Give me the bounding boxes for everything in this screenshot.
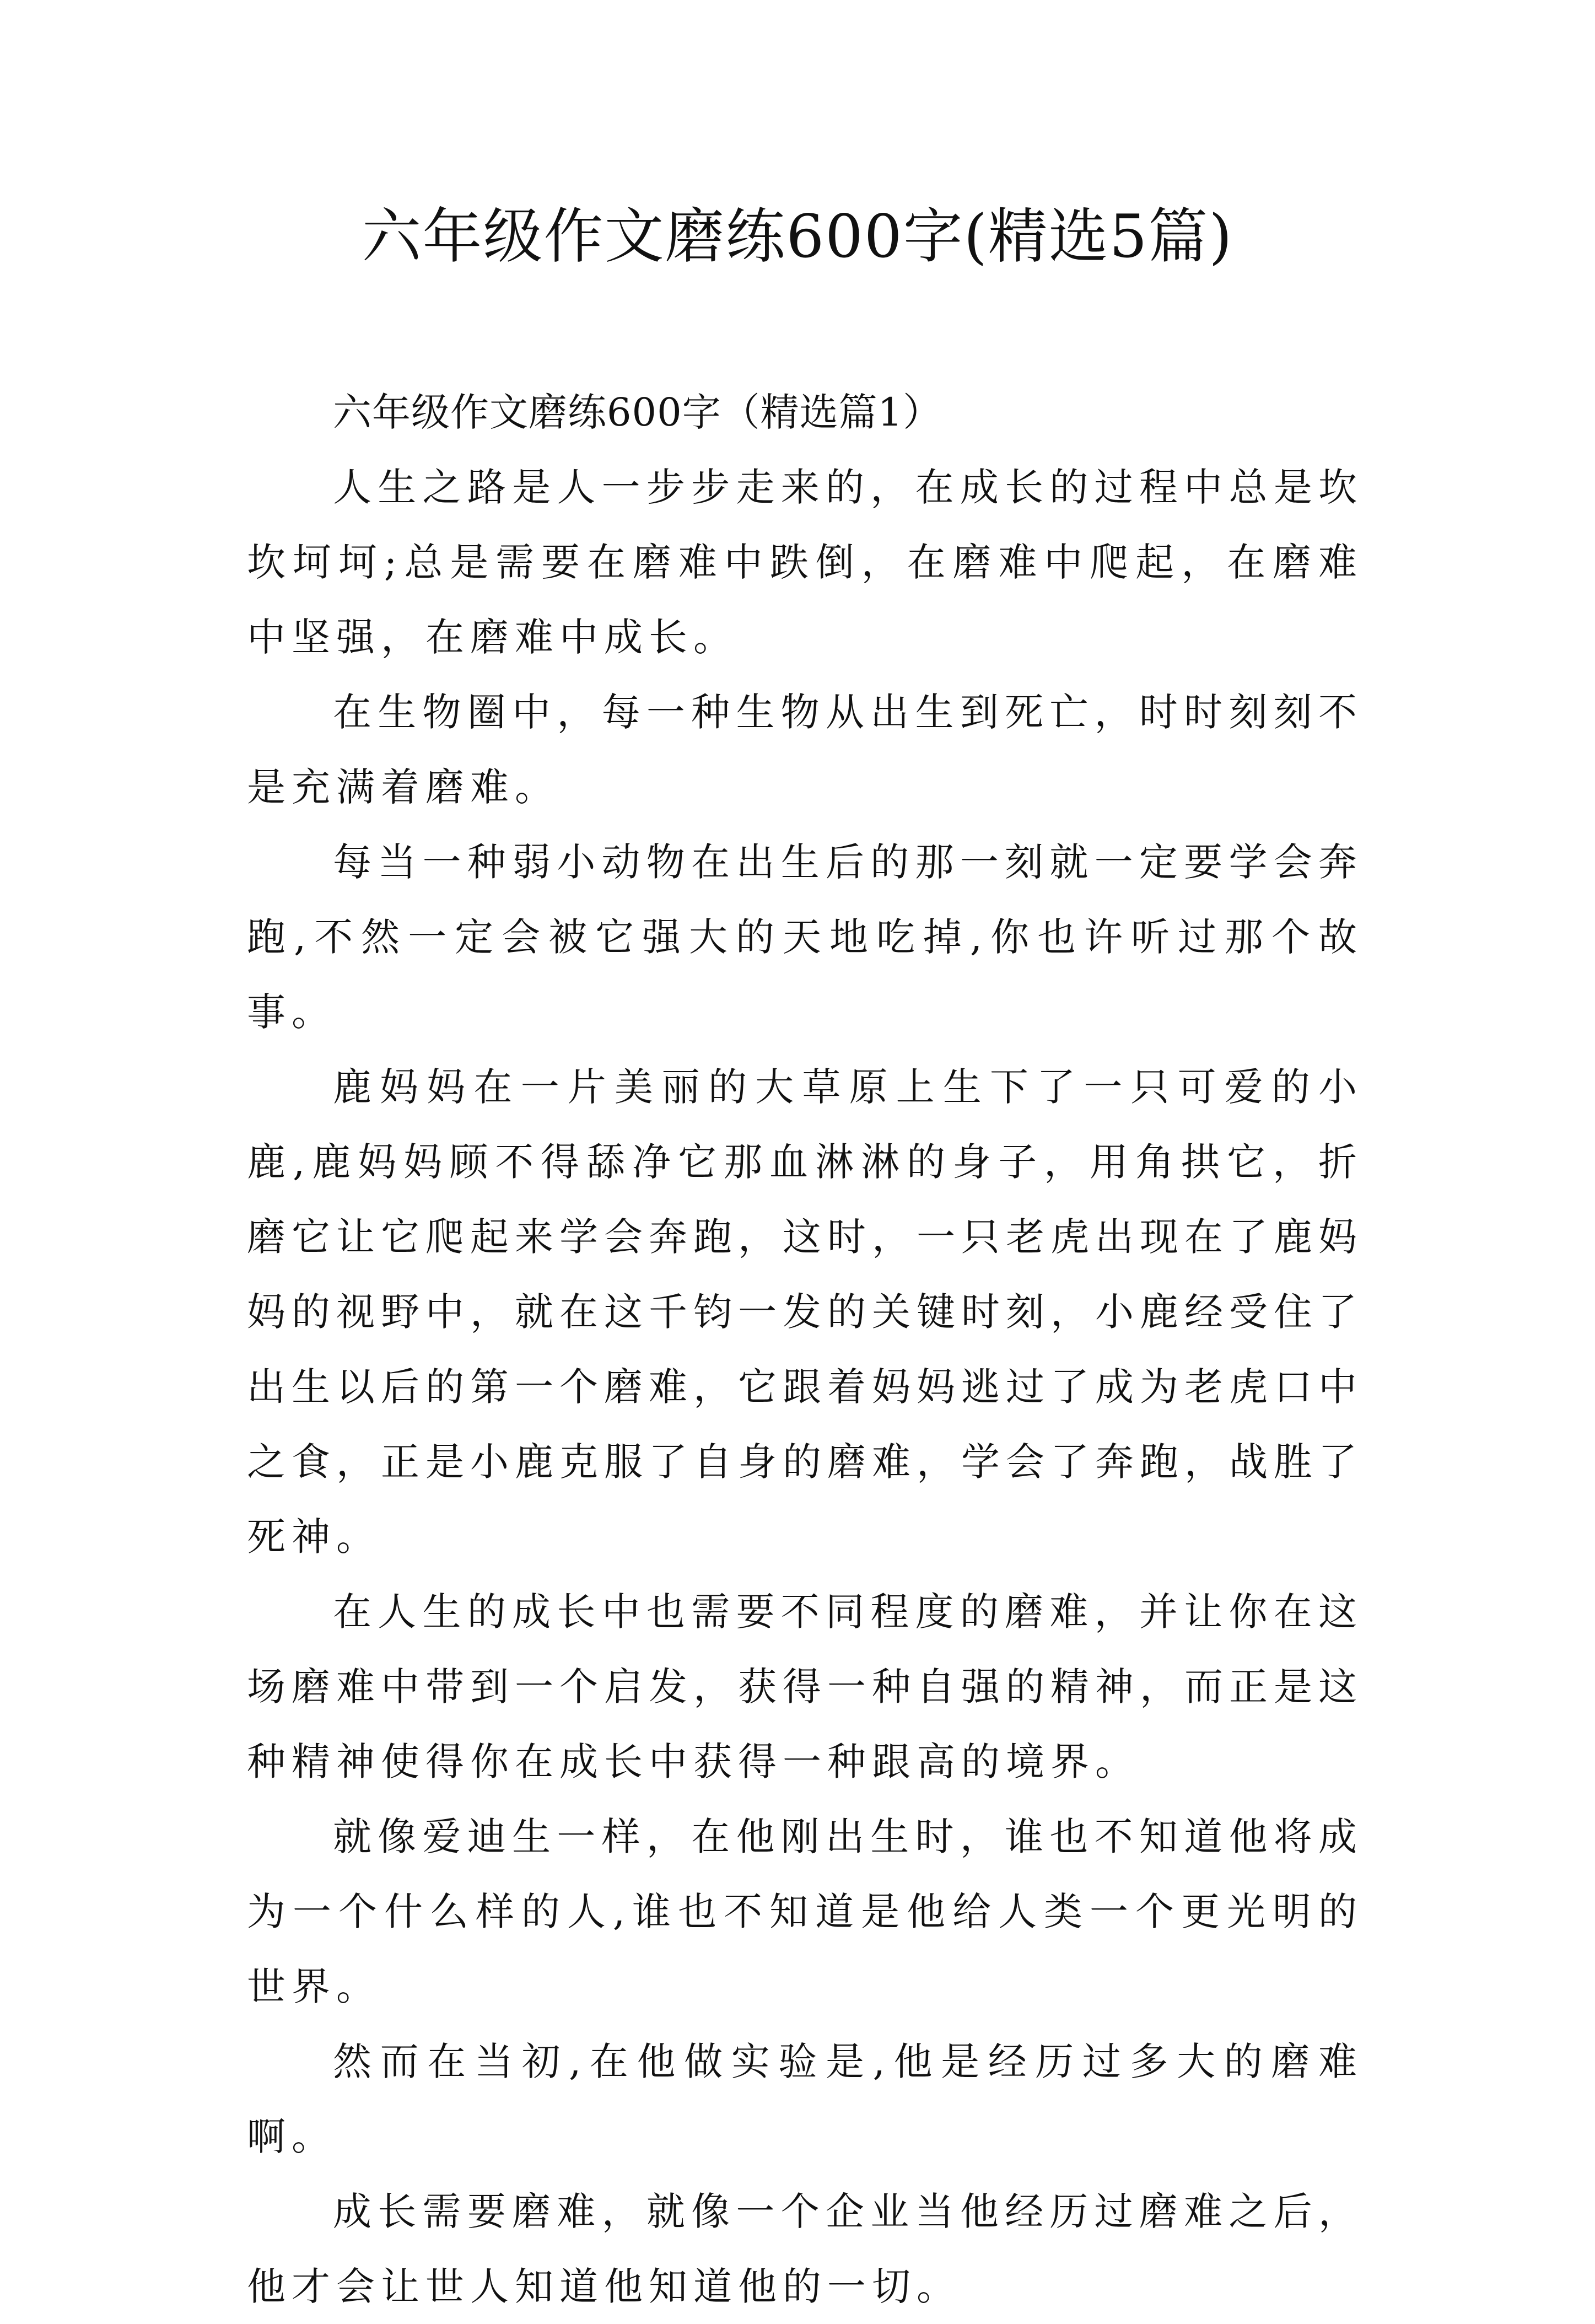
paragraph-7: 然而在当初,在他做实验是,他是经历过多大的磨难啊。 <box>247 2039 1363 2159</box>
paragraph-6: 就像爱迪生一样，在他刚出生时，谁也不知道他将成为一个什么样的人,谁也不知道是他给人类一个更光明的世界。 <box>247 1814 1363 2009</box>
paragraph-3: 每当一种弱小动物在出生后的那一刻就一定要学会奔跑,不然一定会被它强大的天地吃掉,你也许听过那个故事。 <box>247 840 1363 1035</box>
document-title: 六年级作文磨练600字(精选5篇) <box>362 202 1233 271</box>
paragraph-4: 鹿妈妈在一片美丽的大草原上生下了一只可爱的小鹿,鹿妈妈顾不得舔净它那血淋淋的身子，用角拱它，折磨它让它爬起来学会奔跑，这时，一只老虎出现在了鹿妈妈的视野中，就在这千钧一发的关键时刻，小鹿经受住了出生以后的第一个磨难，它跟着妈妈逃过了成为老虎口中之食，正是小鹿克服了自身的磨难，学会了奔跑，战胜了死神。 <box>247 1064 1363 1559</box>
document-body <box>247 375 1363 2324</box>
paragraph-8: 成长需要磨难，就像一个企业当他经历过磨难之后，他才会让世人知道他知道他的一切。 <box>247 2189 1363 2309</box>
paragraph-1: 人生之路是人一步步走来的，在成长的过程中总是坎坎坷坷;总是需要在磨难中跌倒，在磨难中爬起，在磨难中坚强，在磨难中成长。 <box>247 465 1363 660</box>
section-heading: 六年级作文磨练600字（精选篇1） <box>333 390 942 435</box>
paragraph-2: 在生物圈中，每一种生物从出生到死亡，时时刻刻不是充满着磨难。 <box>247 690 1363 810</box>
paragraph-5: 在人生的成长中也需要不同程度的磨难，并让你在这场磨难中带到一个启发，获得一种自强的精神，而正是这种精神使得你在成长中获得一种跟高的境界。 <box>247 1589 1363 1784</box>
